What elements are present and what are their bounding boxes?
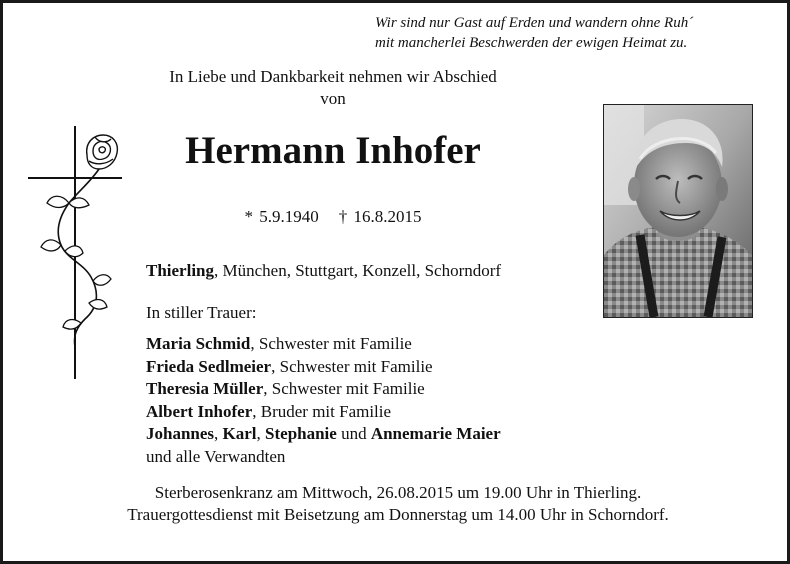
death-date: † 16.8.2015 <box>338 207 422 226</box>
quote-line-1: Wir sind nur Gast auf Erden und wandern ohne Ruh´ <box>375 15 694 31</box>
life-dates <box>103 207 563 227</box>
child-name: Annemarie Maier <box>370 424 501 443</box>
home-village: Thierling <box>146 261 215 280</box>
rosary-announcement: Sterberosenkranz am Mittwoch, 26.08.2015 um 19.00 Uhr in Thierling. <box>154 483 642 502</box>
mourner-relation: , Bruder mit Familie <box>252 401 392 421</box>
mourner-name: Albert Inhofer <box>146 401 253 421</box>
cross-with-rose-icon <box>25 121 125 383</box>
mourner-name: Maria Schmid <box>146 334 251 353</box>
farewell-von: von <box>320 89 346 108</box>
funeral-announcement: Trauergottesdienst mit Beisetzung am Donnerstag um 14.00 Uhr in Schorndorf. <box>127 505 669 524</box>
mourner-row <box>146 378 501 401</box>
relatives-line: und alle Verwandten <box>146 446 286 466</box>
other-places: , München, Stuttgart, Konzell, Schorndorf <box>214 261 502 280</box>
birth-date: * 5.9.1940 <box>244 207 319 226</box>
mourner-row <box>146 333 501 356</box>
mourner-name: Theresia Müller <box>146 379 264 398</box>
farewell-line: In Liebe und Dankbarkeit nehmen wir Abschied <box>169 67 497 86</box>
child-name: Johannes <box>146 424 215 443</box>
mourner-relation: , Schwester mit Familie <box>271 356 433 376</box>
mourner-relation: , Schwester mit Familie <box>250 334 412 353</box>
separator: , <box>256 424 266 443</box>
child-name: Stephanie <box>265 424 337 443</box>
mourner-row <box>146 401 501 424</box>
mourner-row-children <box>146 423 501 446</box>
mourner-relation: , Schwester mit Familie <box>263 379 425 398</box>
mourner-name: Frieda Sedlmeier <box>146 356 272 376</box>
separator: und <box>336 424 371 443</box>
portrait-photo <box>603 104 753 318</box>
portrait-image <box>604 105 752 317</box>
epitaph-quote <box>375 13 775 53</box>
mourning-label: In stiller Trauer: <box>146 303 257 322</box>
separator: , <box>214 424 223 443</box>
mourner-row <box>146 356 501 379</box>
deceased-name: Hermann Inhofer <box>185 129 481 172</box>
places-line <box>146 261 501 281</box>
mourners-list <box>146 333 501 468</box>
quote-line-2: mit mancherlei Beschwerden der ewigen Heimat zu. <box>375 35 688 51</box>
child-name: Karl <box>222 424 257 443</box>
